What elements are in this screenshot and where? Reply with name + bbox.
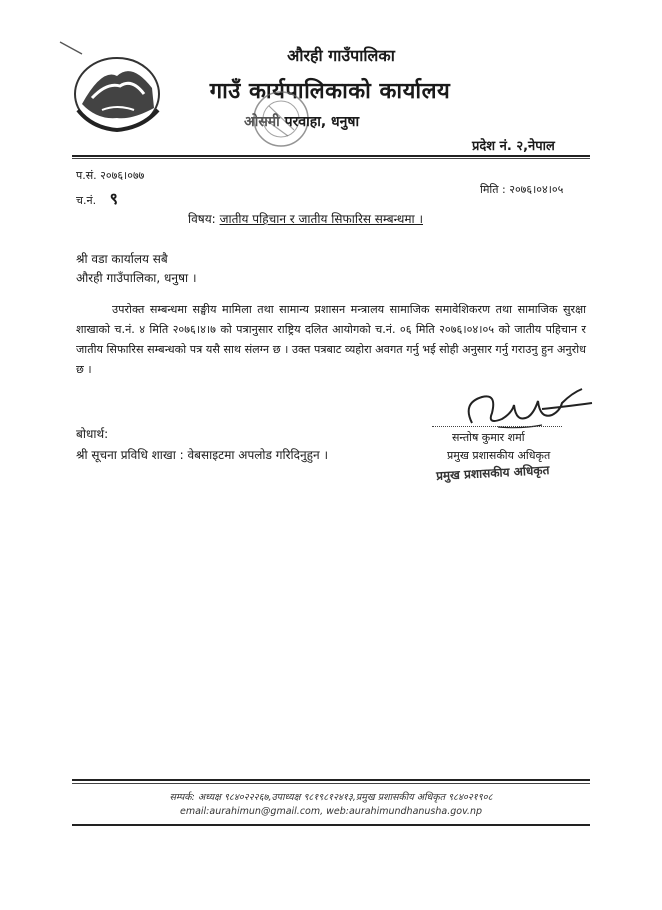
nepal-emblem-icon	[72, 48, 162, 134]
reference-number: प.सं. २०७६।०७७	[76, 169, 145, 182]
addressee-line-1: श्री वडा कार्यालय सबै	[76, 252, 168, 266]
dispatch-number: च.नं. ९	[76, 189, 118, 208]
addressee-line-2: औरही गाउँपालिका, धनुषा ।	[76, 271, 197, 285]
letter-date: मिति : २०७६।०४।०५	[480, 183, 564, 196]
cc-label: बोधार्थ:	[76, 427, 109, 441]
header-divider	[72, 155, 590, 157]
signatory-name: सन्तोष कुमार शर्मा	[452, 431, 525, 444]
subject-label: विषय:	[188, 212, 216, 226]
contact-web: email:aurahimun@gmail.com, web:aurahimundhanusha.gov.np	[179, 806, 483, 817]
municipality-name: औरही गाउँपालिका	[287, 46, 395, 65]
office-address: ओसमी परवाहा, धनुषा	[244, 114, 360, 130]
official-stamp: प्रमुख प्रशासकीय अधिकृत	[435, 463, 550, 483]
province-label: प्रदेश नं. २,नेपाल	[472, 139, 555, 154]
cc-line: श्री सूचना प्रविधि शाखा : वेबसाइटमा अपलोड गरिदिनुहुन ।	[76, 448, 329, 462]
letter-body: उपरोक्त सम्बन्धमा सङ्घीय मामिला तथा सामान्य प्रशासन मन्त्रालय सामाजिक समावेशिकरण तथा सामाजिक सुरक्षा शाखाको च.नं. ४ मिति २०७६।४।७ को पत्रानुसार राष्ट्रिय दलित आयोगको च.नं. ०६ मिति २०७६।०४।०५ को जातीय पहिचान र जातीय सिफारिस सम्बन्धको पत्र यसै साथ संलग्न छ । उक्त पत्रबाट व्यहोरा अवगत गर्नु भई सोही अनुसार गर्नु गराउनु हुन अनुरोध छ ।	[76, 303, 586, 376]
signatory-title: प्रमुख प्रशासकीय अधिकृत	[447, 449, 551, 462]
subject-line	[188, 210, 423, 227]
header-divider-thin	[72, 158, 590, 159]
footer-divider	[72, 779, 590, 781]
signature-line	[432, 426, 562, 427]
footer-divider-bottom	[72, 824, 590, 826]
footer-divider-thin	[72, 783, 590, 784]
subject-text: जातीय पहिचान र जातीय सिफारिस सम्बन्धमा ।	[219, 212, 423, 226]
dispatch-number-value: ९	[109, 189, 118, 208]
contact-info: सम्पर्क: अध्यक्ष ९८४०२२२६७,उपाध्यक्ष ९८१९८१२४१३,प्रमुख प्रशासकीय अधिकृत ९८४०२१९०८	[169, 792, 493, 803]
office-title: गाउँ कार्यपालिकाको कार्यालय	[209, 79, 451, 104]
